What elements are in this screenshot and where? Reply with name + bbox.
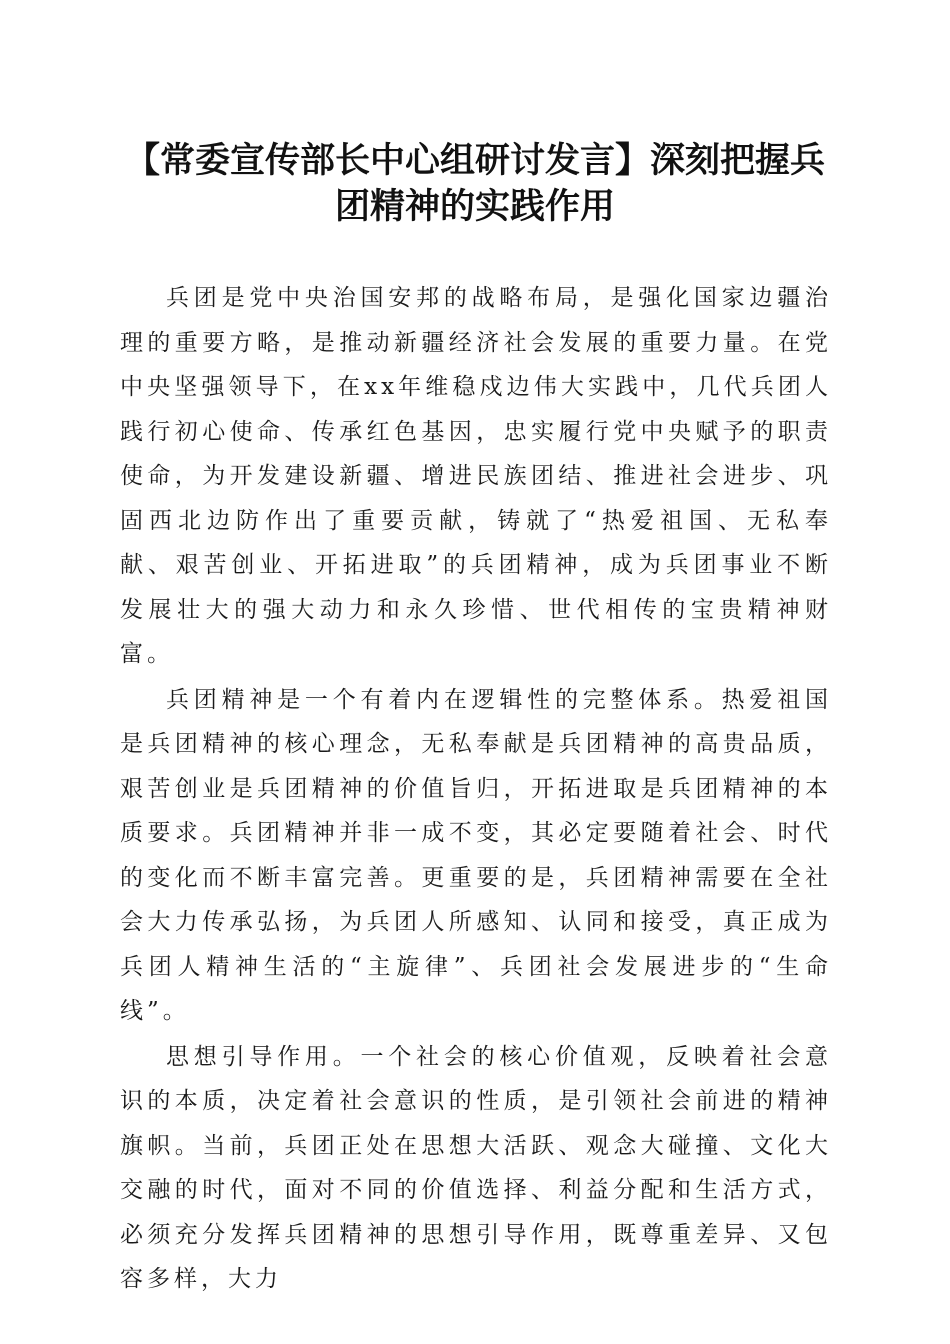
document-body — [120, 276, 832, 1302]
paragraph-intro: 兵团是党中央治国安邦的战略布局，是强化国家边疆治理的重要方略，是推动新疆经济社会发展的重要力量。在党中央坚强领导下，在xx年维稳戍边伟大实践中，几代兵团人践行初心使命、传承红色基因，忠实履行党中央赋予的职责使命，为开发建设新疆、增进民族团结、推进社会进步、巩固西北边防作出了重要贡献，铸就了“热爱祖国、无私奉献、艰苦创业、开拓进取”的兵团精神，成为兵团事业不断发展壮大的强大动力和永久珍惜、世代相传的宝贵精神财富。 — [120, 285, 832, 667]
paragraph-ideological-guidance: 思想引导作用。一个社会的核心价值观，反映着社会意识的本质，决定着社会意识的性质，是引领社会前进的精神旗帜。当前，兵团正处在思想大活跃、观念大碰撞、文化大交融的时代，面对不同的价值选择、利益分配和生活方式，必须充分发挥兵团精神的思想引导作用，既尊重差异、又包容多样，大力 — [120, 1043, 832, 1292]
title-line-1: 【常委宣传部长中心组研讨发言】深刻把握兵 — [124, 140, 825, 181]
title-line-2: 团精神的实践作用 — [334, 186, 615, 227]
paragraph-spirit-system: 兵团精神是一个有着内在逻辑性的完整体系。热爱祖国是兵团精神的核心理念，无私奉献是兵团精神的高贵品质，艰苦创业是兵团精神的价值旨归，开拓进取是兵团精神的本质要求。兵团精神并非一成不变，其必定要随着社会、时代的变化而不断丰富完善。更重要的是，兵团精神需要在全社会大力传承弘扬，为兵团人所感知、认同和接受，真正成为兵团人精神生活的“主旋律”、兵团社会发展进步的“生命线”。 — [120, 686, 832, 1024]
document-title — [110, 138, 840, 230]
